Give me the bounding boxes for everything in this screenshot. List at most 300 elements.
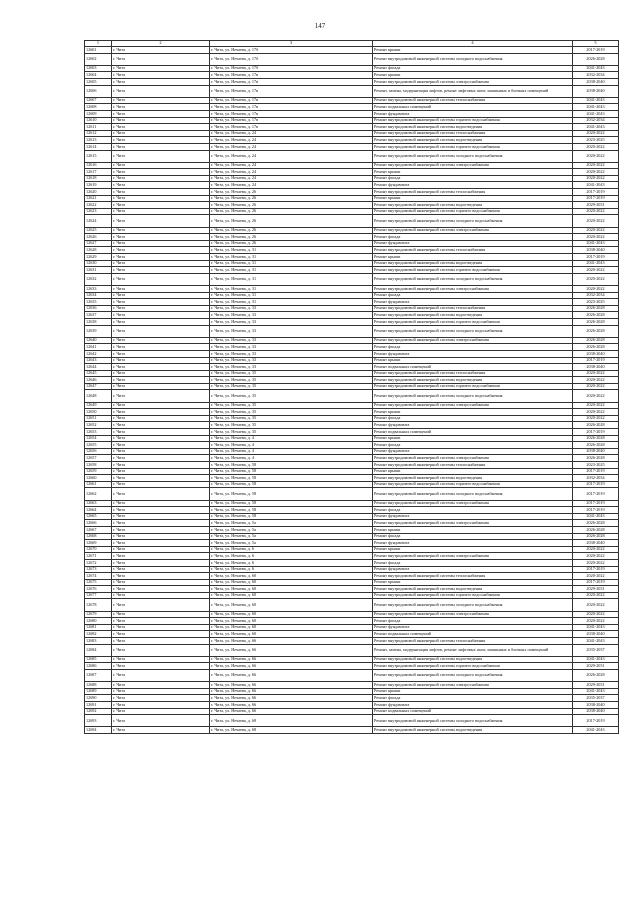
cell-period: 2029-2031: [573, 202, 619, 209]
cell-period: 2026-2028: [573, 455, 619, 462]
cell-period: 2032-2034: [573, 117, 619, 124]
cell-row-number: 12653: [85, 429, 112, 436]
cell-row-number: 12676: [85, 586, 112, 593]
table-row: [85, 573, 619, 580]
cell-row-number: 12621: [85, 195, 112, 202]
cell-address: г. Чита, ул. Нечаева, д. 31: [210, 254, 373, 261]
cell-period: 2017-2019: [573, 429, 619, 436]
cell-period: 2017-2019: [573, 566, 619, 573]
cell-locality: г. Чита: [112, 124, 210, 131]
cell-address: г. Чита, ул. Нечаева, д. 33: [210, 337, 373, 344]
cell-row-number: 12604: [85, 72, 112, 79]
cell-row-number: 12663: [85, 500, 112, 507]
cell-work-type: Ремонт внутридомовой инженерной системы теплоснабжения: [373, 305, 573, 312]
table-row: [85, 520, 619, 527]
cell-locality: г. Чита: [112, 475, 210, 482]
cell-address: г. Чита, ул. Нечаева, д. 35: [210, 422, 373, 429]
cell-period: 2038-2040: [573, 85, 619, 97]
cell-address: г. Чита, ул. Нечаева, д. 33: [210, 350, 373, 357]
cell-address: г. Чита, ул. Нечаева, д. 17в: [210, 85, 373, 97]
cell-address: г. Чита, ул. Нечаева, д. 17б: [210, 47, 373, 54]
cell-address: г. Чита, ул. Нечаева, д. 24: [210, 137, 373, 144]
table-row: [85, 631, 619, 638]
cell-address: г. Чита, ул. Нечаева, д. 26: [210, 202, 373, 209]
cell-address: г. Чита, ул. Нечаева, д. 35: [210, 429, 373, 436]
cell-address: г. Чита, ул. Нечаева, д. 33: [210, 344, 373, 351]
cell-period: 2038-2040: [573, 631, 619, 638]
cell-work-type: Ремонт фундамента: [373, 110, 573, 117]
cell-row-number: 12629: [85, 254, 112, 261]
cell-address: г. Чита, ул. Нечаева, д. 5а: [210, 533, 373, 540]
cell-row-number: 12642: [85, 350, 112, 357]
cell-address: г. Чита, ул. Нечаева, д. 35: [210, 415, 373, 422]
table-row: [85, 624, 619, 631]
cell-address: г. Чита, ул. Нечаева, д. 66: [210, 682, 373, 689]
cell-period: 2035-2037: [573, 644, 619, 656]
cell-work-type: Ремонт крыши: [373, 546, 573, 553]
page-number: 147: [314, 22, 326, 30]
table-row: [85, 656, 619, 663]
cell-locality: г. Чита: [112, 526, 210, 533]
cell-address: г. Чита, ул. Нечаева, д. 5а: [210, 520, 373, 527]
cell-address: г. Чита, ул. Нечаева, д. 17б: [210, 53, 373, 65]
cell-locality: г. Чита: [112, 72, 210, 79]
cell-address: г. Чита, ул. Нечаева, д. 35: [210, 409, 373, 416]
cell-work-type: Ремонт внутридомовой инженерной системы горячего водоснабжения: [373, 117, 573, 124]
cell-work-type: Ремонт фасада: [373, 344, 573, 351]
cell-locality: г. Чита: [112, 488, 210, 500]
cell-row-number: 12603: [85, 65, 112, 72]
cell-address: г. Чита, ул. Нечаева, д. 17в: [210, 72, 373, 79]
cell-period: 2020-2022: [573, 267, 619, 274]
table-row: [85, 448, 619, 455]
cell-work-type: Ремонт крыши: [373, 409, 573, 416]
cell-locality: г. Чита: [112, 150, 210, 162]
cell-locality: г. Чита: [112, 97, 210, 104]
cell-work-type: Ремонт внутридомовой инженерной системы теплоснабжения: [373, 462, 573, 469]
cell-locality: г. Чита: [112, 227, 210, 234]
cell-period: 2026-2028: [573, 305, 619, 312]
cell-address: г. Чита, ул. Нечаева, д. 33: [210, 364, 373, 371]
cell-row-number: 12609: [85, 110, 112, 117]
cell-period: 2041-2043: [573, 65, 619, 72]
cell-row-number: 12690: [85, 695, 112, 702]
cell-work-type: Ремонт фундамента: [373, 182, 573, 189]
cell-period: 2020-2022: [573, 234, 619, 241]
cell-row-number: 12664: [85, 507, 112, 514]
table-row: [85, 415, 619, 422]
cell-work-type: Ремонт внутридомовой инженерной системы холодного водоснабжения: [373, 488, 573, 500]
table-row: [85, 162, 619, 169]
table-row: [85, 215, 619, 227]
cell-locality: г. Чита: [112, 65, 210, 72]
cell-work-type: Ремонт фундамента: [373, 540, 573, 547]
cell-row-number: 12670: [85, 546, 112, 553]
cell-work-type: Ремонт внутридомовой инженерной системы электроснабжения: [373, 402, 573, 409]
table-row: [85, 195, 619, 202]
cell-address: г. Чита, ул. Нечаева, д. 17б: [210, 65, 373, 72]
cell-address: г. Чита, ул. Нечаева, д. 33: [210, 312, 373, 319]
table-row: [85, 85, 619, 97]
cell-period: 2020-2022: [573, 390, 619, 402]
cell-address: г. Чита, ул. Нечаева, д. 58: [210, 475, 373, 482]
cell-address: г. Чита, ул. Нечаева, д. 31: [210, 247, 373, 254]
cell-row-number: 12649: [85, 402, 112, 409]
cell-period: 2026-2028: [573, 325, 619, 337]
table-row: [85, 586, 619, 593]
cell-locality: г. Чита: [112, 208, 210, 215]
cell-locality: г. Чита: [112, 104, 210, 111]
cell-address: г. Чита, ул. Нечаева, д. 26: [210, 195, 373, 202]
cell-address: г. Чита, ул. Нечаева, д. 26: [210, 234, 373, 241]
cell-work-type: Ремонт внутридомовой инженерной системы электроснабжения: [373, 611, 573, 618]
cell-row-number: 12643: [85, 357, 112, 364]
cell-row-number: 12606: [85, 85, 112, 97]
cell-work-type: Ремонт внутридомовой инженерной системы электроснабжения: [373, 337, 573, 344]
cell-row-number: 12648: [85, 390, 112, 402]
cell-locality: г. Чита: [112, 435, 210, 442]
cell-period: 2026-2028: [573, 526, 619, 533]
table-row: [85, 462, 619, 469]
cell-work-type: Ремонт подвальных помещений: [373, 364, 573, 371]
table-row: [85, 273, 619, 285]
cell-row-number: 12661: [85, 481, 112, 488]
cell-address: г. Чита, ул. Нечаева, д. 4: [210, 435, 373, 442]
cell-row-number: 12688: [85, 682, 112, 689]
cell-row-number: 12618: [85, 175, 112, 182]
cell-period: 2020-2022: [573, 377, 619, 384]
cell-locality: г. Чита: [112, 247, 210, 254]
cell-locality: г. Чита: [112, 169, 210, 176]
cell-period: 2032-2034: [573, 292, 619, 299]
cell-row-number: 12659: [85, 468, 112, 475]
table-row: [85, 305, 619, 312]
cell-work-type: Ремонт крыши: [373, 72, 573, 79]
cell-work-type: Ремонт внутридомовой инженерной системы холодного водоснабжения: [373, 715, 573, 727]
table-row: [85, 455, 619, 462]
cell-row-number: 12637: [85, 312, 112, 319]
cell-work-type: Ремонт внутридомовой инженерной системы водоотведения: [373, 656, 573, 663]
table-row: [85, 409, 619, 416]
cell-work-type: Ремонт внутридомовой инженерной системы холодного водоснабжения: [373, 599, 573, 611]
cell-row-number: 12660: [85, 475, 112, 482]
cell-work-type: Ремонт крыши: [373, 688, 573, 695]
cell-row-number: 12655: [85, 442, 112, 449]
cell-locality: г. Чита: [112, 130, 210, 137]
table-row: [85, 182, 619, 189]
cell-period: 2020-2022: [573, 162, 619, 169]
cell-address: г. Чита, ул. Нечаева, д. 35: [210, 377, 373, 384]
cell-period: 2020-2022: [573, 402, 619, 409]
cell-work-type: Ремонт внутридомовой инженерной системы теплоснабжения: [373, 97, 573, 104]
cell-locality: г. Чита: [112, 481, 210, 488]
capital-repair-table: [84, 40, 619, 734]
cell-work-type: Ремонт, замена, модернизация лифтов, ремонт лифтовых шахт, машинных и блочных помещений: [373, 644, 573, 656]
table-row: [85, 481, 619, 488]
cell-work-type: Ремонт внутридомовой инженерной системы горячего водоснабжения: [373, 143, 573, 150]
cell-row-number: 12620: [85, 189, 112, 196]
table-row: [85, 117, 619, 124]
cell-row-number: 12623: [85, 208, 112, 215]
cell-address: г. Чита, ул. Нечаева, д. 5а: [210, 526, 373, 533]
cell-address: г. Чита, ул. Нечаева, д. 6: [210, 559, 373, 566]
cell-period: 2041-2043: [573, 727, 619, 734]
table-row: [85, 65, 619, 72]
table-row: [85, 526, 619, 533]
cell-locality: г. Чита: [112, 592, 210, 599]
header-cell-4: 4: [373, 41, 573, 47]
cell-work-type: Ремонт подвальных помещений: [373, 631, 573, 638]
cell-locality: г. Чита: [112, 708, 210, 715]
table-row: [85, 546, 619, 553]
cell-address: г. Чита, ул. Нечаева, д. 33: [210, 305, 373, 312]
cell-work-type: Ремонт внутридомовой инженерной системы холодного водоснабжения: [373, 53, 573, 65]
table-row: [85, 670, 619, 682]
cell-work-type: Ремонт внутридомовой инженерной системы горячего водоснабжения: [373, 318, 573, 325]
cell-locality: г. Чита: [112, 624, 210, 631]
cell-period: 2020-2022: [573, 215, 619, 227]
cell-locality: г. Чита: [112, 631, 210, 638]
cell-work-type: Ремонт фундамента: [373, 513, 573, 520]
cell-period: 2017-2019: [573, 481, 619, 488]
cell-period: 2020-2022: [573, 383, 619, 390]
cell-row-number: 12656: [85, 448, 112, 455]
cell-address: г. Чита, ул. Нечаева, д. 24: [210, 150, 373, 162]
cell-work-type: Ремонт внутридомовой инженерной системы электроснабжения: [373, 455, 573, 462]
cell-work-type: Ремонт фундамента: [373, 701, 573, 708]
cell-work-type: Ремонт внутридомовой инженерной системы водоотведения: [373, 475, 573, 482]
cell-row-number: 12619: [85, 182, 112, 189]
cell-locality: г. Чита: [112, 727, 210, 734]
table-row: [85, 227, 619, 234]
cell-locality: г. Чита: [112, 182, 210, 189]
cell-period: 2020-2022: [573, 573, 619, 580]
cell-period: 2020-2022: [573, 285, 619, 292]
cell-work-type: Ремонт крыши: [373, 169, 573, 176]
cell-address: г. Чита, ул. Нечаева, д. 66: [210, 695, 373, 702]
table-row: [85, 638, 619, 645]
cell-address: г. Чита, ул. Нечаева, д. 24: [210, 169, 373, 176]
cell-locality: г. Чита: [112, 285, 210, 292]
cell-period: 2041-2043: [573, 104, 619, 111]
cell-locality: г. Чита: [112, 318, 210, 325]
cell-work-type: Ремонт внутридомовой инженерной системы теплоснабжения: [373, 130, 573, 137]
cell-period: 2026-2028: [573, 533, 619, 540]
cell-work-type: Ремонт внутридомовой инженерной системы электроснабжения: [373, 682, 573, 689]
cell-period: 2017-2019: [573, 47, 619, 54]
cell-row-number: 12628: [85, 247, 112, 254]
cell-period: 2026-2028: [573, 520, 619, 527]
cell-period: 2026-2028: [573, 435, 619, 442]
cell-address: г. Чита, ул. Нечаева, д. 17в: [210, 110, 373, 117]
cell-address: г. Чита, ул. Нечаева, д. 60: [210, 592, 373, 599]
cell-period: 2035-2037: [573, 695, 619, 702]
cell-work-type: Ремонт фасада: [373, 533, 573, 540]
cell-locality: г. Чита: [112, 273, 210, 285]
cell-address: г. Чита, ул. Нечаева, д. 33: [210, 318, 373, 325]
cell-address: г. Чита, ул. Нечаева, д. 26: [210, 189, 373, 196]
cell-period: 2020-2022: [573, 553, 619, 560]
cell-period: 2017-2019: [573, 500, 619, 507]
header-cell-2: 2: [112, 41, 210, 47]
cell-locality: г. Чита: [112, 566, 210, 573]
table-row: [85, 540, 619, 547]
cell-work-type: Ремонт, замена, модернизация лифтов, ремонт лифтовых шахт, машинных и блочных помещений: [373, 85, 573, 97]
cell-locality: г. Чита: [112, 337, 210, 344]
table-row: [85, 267, 619, 274]
cell-row-number: 12666: [85, 520, 112, 527]
cell-row-number: 12689: [85, 688, 112, 695]
cell-period: 2020-2022: [573, 150, 619, 162]
table-row: [85, 299, 619, 306]
cell-row-number: 12669: [85, 540, 112, 547]
cell-address: г. Чита, ул. Нечаева, д. 60: [210, 611, 373, 618]
cell-row-number: 12692: [85, 708, 112, 715]
cell-address: г. Чита, ул. Нечаева, д. 66: [210, 644, 373, 656]
table-row: [85, 663, 619, 670]
cell-address: г. Чита, ул. Нечаева, д. 66: [210, 656, 373, 663]
cell-period: 2020-2022: [573, 143, 619, 150]
table-row: [85, 611, 619, 618]
header-cell-1: 1: [85, 41, 112, 47]
cell-period: 2020-2022: [573, 130, 619, 137]
cell-row-number: 12662: [85, 488, 112, 500]
cell-work-type: Ремонт внутридомовой инженерной системы электроснабжения: [373, 500, 573, 507]
table-row: [85, 247, 619, 254]
cell-locality: г. Чита: [112, 540, 210, 547]
cell-address: г. Чита, ул. Нечаева, д. 66: [210, 701, 373, 708]
cell-work-type: Ремонт внутридомовой инженерной системы холодного водоснабжения: [373, 390, 573, 402]
table-row: [85, 240, 619, 247]
cell-address: г. Чита, ул. Нечаева, д. 68: [210, 715, 373, 727]
cell-locality: г. Чита: [112, 53, 210, 65]
cell-work-type: Ремонт внутридомовой инженерной системы холодного водоснабжения: [373, 215, 573, 227]
cell-locality: г. Чита: [112, 85, 210, 97]
cell-period: 2020-2022: [573, 169, 619, 176]
cell-locality: г. Чита: [112, 422, 210, 429]
cell-work-type: Ремонт внутридомовой инженерной системы электроснабжения: [373, 553, 573, 560]
cell-work-type: Ремонт внутридомовой инженерной системы водоотведения: [373, 377, 573, 384]
cell-period: 2026-2028: [573, 670, 619, 682]
cell-locality: г. Чита: [112, 695, 210, 702]
table-row: [85, 143, 619, 150]
table-row: [85, 325, 619, 337]
cell-work-type: Ремонт фасада: [373, 442, 573, 449]
cell-row-number: 12608: [85, 104, 112, 111]
cell-period: 2020-2022: [573, 370, 619, 377]
cell-period: 2020-2022: [573, 618, 619, 625]
cell-period: 2017-2019: [573, 357, 619, 364]
table-row: [85, 715, 619, 727]
table-row: [85, 435, 619, 442]
cell-locality: г. Чита: [112, 573, 210, 580]
cell-row-number: 12693: [85, 715, 112, 727]
cell-row-number: 12686: [85, 663, 112, 670]
table-row: [85, 513, 619, 520]
cell-period: 2041-2043: [573, 124, 619, 131]
cell-period: 2020-2022: [573, 599, 619, 611]
cell-row-number: 12684: [85, 644, 112, 656]
cell-period: 2023-2025: [573, 137, 619, 144]
cell-work-type: Ремонт внутридомовой инженерной системы водоотведения: [373, 727, 573, 734]
cell-row-number: 12638: [85, 318, 112, 325]
cell-row-number: 12634: [85, 292, 112, 299]
cell-row-number: 12645: [85, 370, 112, 377]
cell-locality: г. Чита: [112, 656, 210, 663]
cell-address: г. Чита, ул. Нечаева, д. 4: [210, 448, 373, 455]
cell-address: г. Чита, ул. Нечаева, д. 33: [210, 325, 373, 337]
cell-work-type: Ремонт фундамента: [373, 350, 573, 357]
cell-row-number: 12651: [85, 415, 112, 422]
cell-address: г. Чита, ул. Нечаева, д. 17в: [210, 124, 373, 131]
cell-work-type: Ремонт внутридомовой инженерной системы горячего водоснабжения: [373, 383, 573, 390]
cell-period: 2020-2022: [573, 273, 619, 285]
cell-row-number: 12674: [85, 573, 112, 580]
cell-work-type: Ремонт внутридомовой инженерной системы холодного водоснабжения: [373, 150, 573, 162]
cell-period: 2020-2022: [573, 559, 619, 566]
cell-period: 2020-2022: [573, 208, 619, 215]
cell-address: г. Чита, ул. Нечаева, д. 58: [210, 481, 373, 488]
cell-row-number: 12622: [85, 202, 112, 209]
cell-row-number: 12685: [85, 656, 112, 663]
cell-locality: г. Чита: [112, 254, 210, 261]
cell-locality: г. Чита: [112, 429, 210, 436]
cell-work-type: Ремонт крыши: [373, 254, 573, 261]
cell-address: г. Чита, ул. Нечаева, д. 24: [210, 130, 373, 137]
cell-work-type: Ремонт внутридомовой инженерной системы водоотведения: [373, 202, 573, 209]
cell-period: 2026-2028: [573, 337, 619, 344]
cell-work-type: Ремонт крыши: [373, 468, 573, 475]
cell-row-number: 12680: [85, 618, 112, 625]
cell-address: г. Чита, ул. Нечаева, д. 6: [210, 566, 373, 573]
cell-address: г. Чита, ул. Нечаева, д. 31: [210, 299, 373, 306]
table-row: [85, 364, 619, 371]
table-row: [85, 402, 619, 409]
cell-work-type: Ремонт внутридомовой инженерной системы водоотведения: [373, 312, 573, 319]
cell-period: 2020-2022: [573, 227, 619, 234]
cell-work-type: Ремонт фасада: [373, 292, 573, 299]
cell-work-type: Ремонт внутридомовой инженерной системы холодного водоснабжения: [373, 670, 573, 682]
cell-locality: г. Чита: [112, 260, 210, 267]
cell-period: 2020-2022: [573, 611, 619, 618]
cell-period: 2020-2022: [573, 175, 619, 182]
cell-work-type: Ремонт внутридомовой инженерной системы теплоснабжения: [373, 189, 573, 196]
cell-address: г. Чита, ул. Нечаева, д. 66: [210, 638, 373, 645]
table-body: [85, 41, 619, 734]
cell-locality: г. Чита: [112, 370, 210, 377]
cell-period: 2038-2040: [573, 78, 619, 85]
cell-locality: г. Чита: [112, 415, 210, 422]
cell-work-type: Ремонт подвальных помещений: [373, 104, 573, 111]
cell-locality: г. Чита: [112, 701, 210, 708]
cell-period: 2017-2019: [573, 189, 619, 196]
cell-work-type: Ремонт фундамента: [373, 422, 573, 429]
cell-address: г. Чита, ул. Нечаева, д. 60: [210, 586, 373, 593]
table-row: [85, 701, 619, 708]
cell-work-type: Ремонт внутридомовой инженерной системы водоотведения: [373, 586, 573, 593]
cell-period: 2026-2028: [573, 312, 619, 319]
table-row: [85, 175, 619, 182]
table-row: [85, 599, 619, 611]
cell-period: 2026-2028: [573, 53, 619, 65]
cell-period: 2029-2031: [573, 682, 619, 689]
cell-row-number: 12679: [85, 611, 112, 618]
cell-work-type: Ремонт фасада: [373, 175, 573, 182]
table-row: [85, 318, 619, 325]
table-row: [85, 475, 619, 482]
table-row: [85, 254, 619, 261]
cell-work-type: Ремонт крыши: [373, 47, 573, 54]
